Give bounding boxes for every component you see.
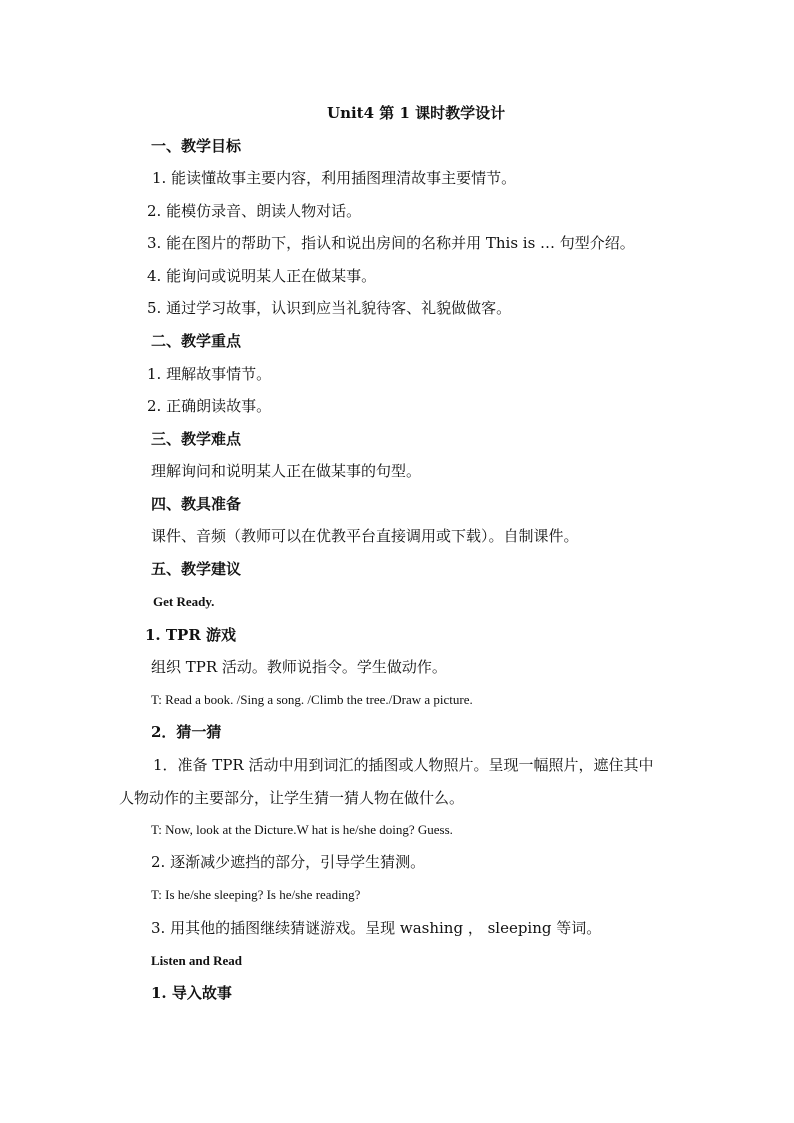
section-heading-key-points: 二、教学重点 [151,332,242,350]
guess-step-2: 2. 逐渐减少遮挡的部分，引导学生猜测。 [151,853,426,871]
objective-item: 2. 能模仿录音、朗读人物对话。 [147,202,362,220]
guess-step-3: 3. 用其他的插图继续猜谜游戏。呈现 washing ， sleeping 等词。 [151,919,602,937]
objective-item: 5. 通过学习故事，认识到应当礼貌待客、礼貌做做客。 [147,299,512,317]
tpr-heading: 1. TPR 游戏 [145,626,237,644]
section-heading-materials: 四、教具准备 [151,495,242,513]
guess-step-1: 1．准备 TPR 活动中用到词汇的插图或人物照片。呈现一幅照片，遮住其中 [153,756,654,774]
guess-example-1: T: Now, look at the Dicture.W hat is he/she doing? Guess. [151,822,453,837]
key-point-item: 1. 理解故事情节。 [147,365,272,383]
intro-story-heading: 1. 导入故事 [151,984,232,1002]
tpr-example: T: Read a book. /Sing a song. /Climb the tree./Draw a picture. [151,692,473,707]
section-heading-objectives: 一、教学目标 [151,137,242,155]
listen-and-read-heading: Listen and Read [151,953,243,968]
document-title: Unit4 第 1 课时教学设计 [327,104,506,122]
guess-example-2: T: Is he/she sleeping? Is he/she reading? [151,887,361,902]
difficulties-text: 理解询问和说明某人正在做某事的句型。 [151,462,422,480]
section-heading-suggestions: 五、教学建议 [151,560,242,578]
tpr-text: 组织 TPR 活动。教师说指令。学生做动作。 [151,658,447,676]
section-heading-difficulties: 三、教学难点 [151,430,242,448]
materials-text: 课件、音频（教师可以在优教平台直接调用或下载）。自制课件。 [151,527,579,545]
objective-item: 4. 能询问或说明某人正在做某事。 [147,267,377,285]
objective-item: 3. 能在图片的帮助下，指认和说出房间的名称并用 This is … 句型介绍。 [147,234,635,252]
guess-heading: 2．猜一猜 [151,723,222,741]
key-point-item: 2. 正确朗读故事。 [147,397,272,415]
guess-step-1-continued: 人物动作的主要部分，让学生猜一猜人物在做什么。 [119,789,465,807]
get-ready-heading: Get Ready. [153,594,215,609]
objective-item: 1. 能读懂故事主要内容，利用插图理清故事主要情节。 [152,169,517,187]
